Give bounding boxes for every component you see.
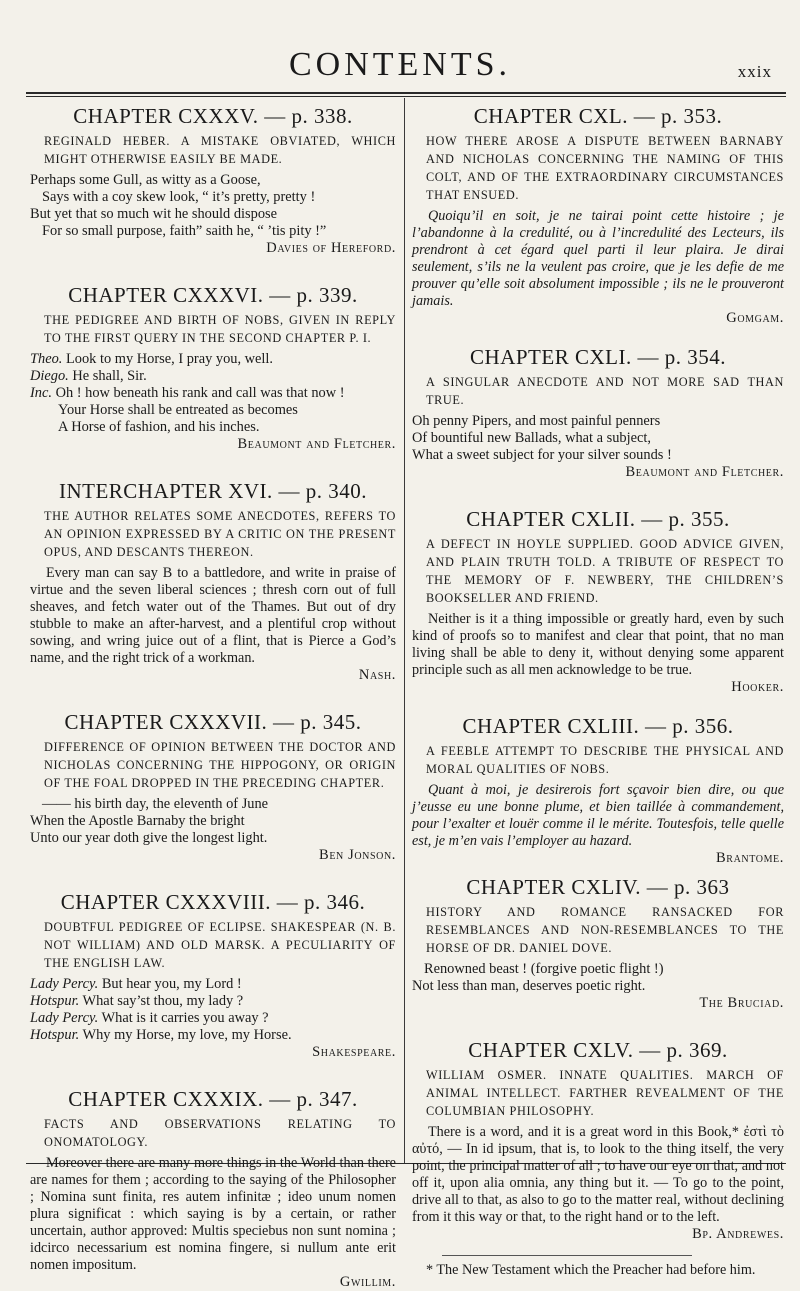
chapter-heading: CHAPTER CXLIII. — p. 356. bbox=[462, 714, 734, 738]
page-header bbox=[0, 46, 800, 90]
verse-line: For so small purpose, faith” saith he, “ ’tis pity !” bbox=[42, 223, 327, 239]
verse-line: Unto our year doth give the longest light. bbox=[30, 830, 268, 846]
chapter-summary: REGINALD HEBER. A MISTAKE OBVIATED, WHICH MIGHT OTHERWISE EASILY BE MADE. bbox=[44, 134, 396, 166]
verse-line: Why my Horse, my love, my Horse. bbox=[82, 1027, 292, 1043]
verse-line: Look to my Horse, I pray you, well. bbox=[66, 351, 274, 367]
chapter-heading: CHAPTER CXXXIX. — p. 347. bbox=[68, 1087, 358, 1111]
verse-line: But yet that so much wit he should dispose bbox=[30, 206, 278, 222]
attribution: Bp. Andrewes. bbox=[692, 1226, 784, 1242]
attribution: Ben Jonson. bbox=[319, 847, 396, 863]
footnote: * The New Testament which the Preacher had before him. bbox=[426, 1262, 756, 1278]
chapter-entry bbox=[412, 507, 784, 696]
right-column bbox=[412, 104, 784, 1278]
attribution: Gwillim. bbox=[339, 1274, 396, 1290]
chapter-summary: HOW THERE AROSE A DISPUTE BETWEEN BARNABY AND NICHOLAS CONCERNING THE NAMING OF THIS COLT, AND OF THE EXTRAORDINARY CIRCUMSTANCES THAT ENSUED. bbox=[426, 134, 784, 202]
epigraph-prose: Neither is it a thing impossible or greatly hard, even by such kind of proofs so to manifest and clear that point, that no man living shall be able to deny it, without denying some apparent principle such as all men acknowledge to be true. bbox=[412, 611, 784, 678]
left-column bbox=[30, 104, 396, 1290]
attribution: Davies of Hereford. bbox=[266, 240, 396, 256]
attribution: Hooker. bbox=[731, 679, 784, 695]
verse-line: Not less than man, deserves poetic right. bbox=[412, 978, 646, 994]
header-rule-thin bbox=[26, 96, 786, 97]
attribution: Nash. bbox=[358, 667, 396, 683]
epigraph-verse bbox=[412, 413, 784, 464]
chapter-heading: CHAPTER CXLI. — p. 354. bbox=[470, 345, 726, 369]
epigraph-verse bbox=[30, 172, 396, 240]
epigraph-prose: Moreover there are many more things in the World than there are names for them ; according to the saying of the Philosopher ; Nomina sunt finita, res autem infinitæ ; ideo unum nomen plura significat : which saying is by a certain, or rather uncertain, author approved: Multis speciebus non sunt nomina ; idcirco necessarium est nomina fingere, si nullum ante erit nomen impositum. bbox=[30, 1155, 396, 1273]
chapter-entry bbox=[412, 714, 784, 867]
chapter-summary: DIFFERENCE OF OPINION BETWEEN THE DOCTOR AND NICHOLAS CONCERNING THE HIPPOGONY, OR ORIGIN OF THE FOAL DROPPED IN THE PRECEDING CHAPTER. bbox=[44, 740, 396, 790]
epigraph-dialogue bbox=[30, 976, 396, 1044]
chapter-entry bbox=[30, 890, 396, 1061]
verse-line: What say’st thou, my lady ? bbox=[82, 993, 244, 1009]
chapter-heading: CHAPTER CXL. — p. 353. bbox=[473, 104, 723, 128]
epigraph-prose: There is a word, and it is a great word in this Book,* ἐστὶ τὸ αὐτό, — In id ipsum, that is, to look to the thing itself, the very point, the principal matter of all ; to have our eye on that, and not off it, upon alia omnia, any thing but it. — To go to the point, drive all to that, as also to go to the matter real, without declining from it this way or that, to the right hand or to the left. bbox=[412, 1124, 784, 1225]
chapter-summary: WILLIAM OSMER. INNATE QUALITIES. MARCH OF ANIMAL INTELLECT. FARTHER REVEALMENT OF THE COLUMBIAN PHILOSOPHY. bbox=[426, 1068, 784, 1118]
attribution: Shakespeare. bbox=[312, 1044, 396, 1060]
verse-line: Perhaps some Gull, as witty as a Goose, bbox=[30, 172, 261, 188]
chapter-entry bbox=[30, 1087, 396, 1291]
verse-line: What a sweet subject for your silver sounds ! bbox=[412, 447, 672, 463]
chapter-summary: A FEEBLE ATTEMPT TO DESCRIBE THE PHYSICAL AND MORAL QUALITIES OF NOBS. bbox=[426, 744, 784, 776]
running-title: CONTENTS. bbox=[288, 46, 512, 83]
speaker: Diego. bbox=[30, 368, 69, 384]
verse-line: What is it carries you away ? bbox=[101, 1010, 269, 1026]
verse-line: When the Apostle Barnaby the bright bbox=[30, 813, 245, 829]
chapter-heading: INTERCHAPTER XVI. — p. 340. bbox=[58, 479, 368, 503]
epigraph-prose: Every man can say B to a battledore, and write in praise of virtue and the seven liberal sciences ; thresh corn out of full sheaves, and fetch water out of the Thames. But out of dry stubble to make an after-harvest, and a plentiful crop without sowing, and wring juice out of a flint, that is Pierce a God’s name, and the right trick of a workman. bbox=[30, 565, 396, 666]
chapter-heading: CHAPTER CXXXVIII. — p. 346. bbox=[60, 890, 366, 914]
epigraph-verse bbox=[412, 961, 784, 995]
epigraph-prose: Quoiqu’il en soit, je ne tairai point cette histoire ; je l’abandonne à la credulité, ou à l’incredulité des Lecteurs, ils prendront à cet égard quel parti il leur plaira. Je dirai seulement, s’ils ne la veulent pas croire, que je les defie de me prouver qu’elle soit absolument impossible ; ils ne le prouveront jamais. bbox=[412, 208, 784, 309]
footnote-rule bbox=[442, 1255, 692, 1256]
chapter-heading: CHAPTER CXLV. — p. 369. bbox=[468, 1038, 728, 1062]
chapter-summary: THE AUTHOR RELATES SOME ANECDOTES, REFERS TO AN OPINION EXPRESSED BY A CRITIC ON THE PRESENT OPUS, AND DESCANTS THEREON. bbox=[44, 509, 396, 559]
chapter-entry bbox=[412, 875, 784, 1012]
verse-line: A Horse of fashion, and his inches. bbox=[58, 419, 260, 435]
attribution: Brantome. bbox=[716, 850, 784, 866]
attribution: Gomgam. bbox=[726, 310, 784, 326]
chapter-summary: FACTS AND OBSERVATIONS RELATING TO ONOMATOLOGY. bbox=[44, 1117, 396, 1149]
chapter-entry bbox=[30, 283, 396, 453]
verse-line: Of bountiful new Ballads, what a subject, bbox=[412, 430, 651, 446]
chapter-heading: CHAPTER CXXXVII. — p. 345. bbox=[64, 710, 362, 734]
attribution: Beaumont and Fletcher. bbox=[625, 464, 784, 480]
speaker: Hotspur. bbox=[30, 993, 80, 1009]
epigraph-dialogue bbox=[30, 351, 396, 436]
chapter-summary: DOUBTFUL PEDIGREE OF ECLIPSE. SHAKESPEAR (N. B. NOT WILLIAM) AND OLD MARSK. A PECULIARITY OF THE ENGLISH LAW. bbox=[44, 920, 396, 970]
attribution: The Bruciad. bbox=[699, 995, 784, 1011]
chapter-summary: A DEFECT IN HOYLE SUPPLIED. GOOD ADVICE GIVEN, AND PLAIN TRUTH TOLD. A TRIBUTE OF RESPECT TO THE MEMORY OF F. NEWBERY, THE CHILDREN’S BOOKSELLER AND FRIEND. bbox=[426, 537, 784, 605]
attribution: Beaumont and Fletcher. bbox=[237, 436, 396, 452]
speaker: Lady Percy. bbox=[30, 976, 99, 992]
verse-line: Oh ! how beneath his rank and call was that now ! bbox=[55, 385, 345, 401]
chapter-entry bbox=[412, 1038, 784, 1243]
verse-line: Says with a coy skew look, “ it’s pretty, pretty ! bbox=[42, 189, 316, 205]
epigraph-prose: Quant à moi, je desirerois fort sçavoir bien dire, ou que j’eusse eu une bonne plume, et bien taillée à commandement, pour l’exalter et louër comme il le mérite. Toutesfois, telle quelle est, je m’en vais l’employer au hazard. bbox=[412, 782, 784, 849]
chapter-entry bbox=[412, 104, 784, 327]
verse-line: Your Horse shall be entreated as becomes bbox=[58, 402, 298, 418]
epigraph-verse bbox=[30, 796, 396, 847]
verse-line: Renowned beast ! (forgive poetic flight !) bbox=[424, 961, 664, 977]
speaker: Hotspur. bbox=[30, 1027, 80, 1043]
verse-line: But hear you, my Lord ! bbox=[101, 976, 242, 992]
header-rule bbox=[26, 92, 786, 94]
chapter-entry bbox=[412, 345, 784, 481]
verse-line: He shall, Sir. bbox=[72, 368, 147, 384]
chapter-entry bbox=[30, 104, 396, 257]
page-number: xxix bbox=[737, 62, 772, 81]
speaker: Inc. bbox=[30, 385, 52, 401]
speaker: Lady Percy. bbox=[30, 1010, 99, 1026]
chapter-heading: CHAPTER CXLII. — p. 355. bbox=[466, 507, 730, 531]
chapter-entry bbox=[30, 479, 396, 684]
verse-line: —— his birth day, the eleventh of June bbox=[42, 796, 269, 812]
chapter-summary: HISTORY AND ROMANCE RANSACKED FOR RESEMBLANCES AND NON-RESEMBLANCES TO THE HORSE OF DR. DANIEL DOVE. bbox=[426, 905, 784, 955]
chapter-heading: CHAPTER CXXXV. — p. 338. bbox=[73, 104, 353, 128]
speaker: Theo. bbox=[30, 351, 63, 367]
chapter-summary: THE PEDIGREE AND BIRTH OF NOBS, GIVEN IN REPLY TO THE FIRST QUERY IN THE SECOND CHAPTER P. I. bbox=[44, 313, 396, 345]
chapter-heading: CHAPTER CXLIV. — p. 363 bbox=[466, 875, 730, 899]
verse-line: Oh penny Pipers, and most painful penners bbox=[412, 413, 661, 429]
chapter-entry bbox=[30, 710, 396, 864]
chapter-summary: A SINGULAR ANECDOTE AND NOT MORE SAD THAN TRUE. bbox=[426, 375, 784, 407]
chapter-heading: CHAPTER CXXXVI. — p. 339. bbox=[68, 283, 358, 307]
column-divider bbox=[404, 98, 405, 1163]
